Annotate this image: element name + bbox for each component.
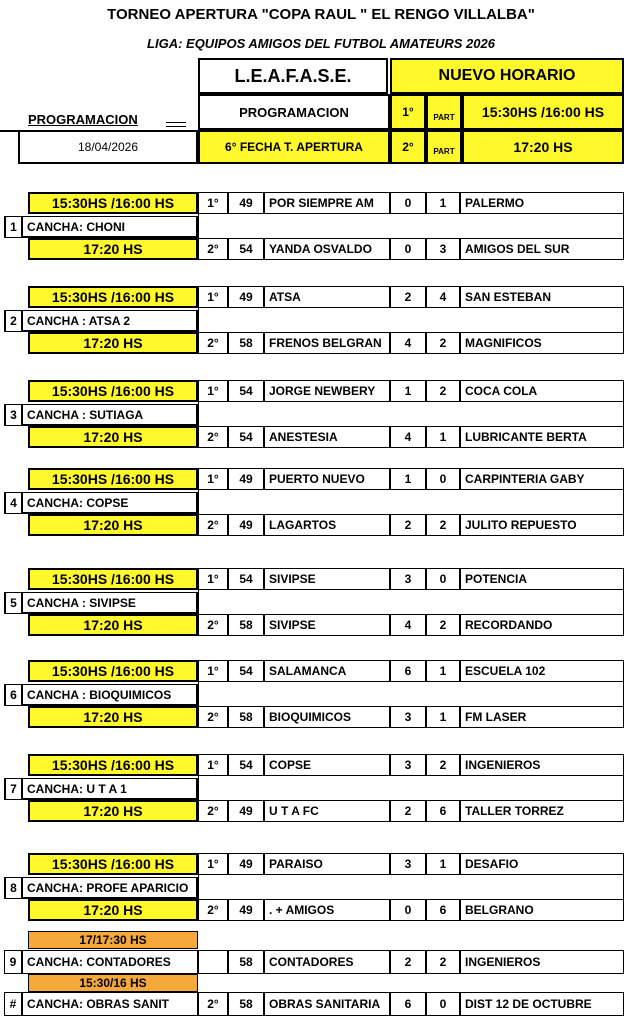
group-number: 7 xyxy=(4,778,22,800)
first-match-home-score: 0 xyxy=(390,192,426,214)
group-time-second: 17:20 HS xyxy=(28,332,198,354)
second-match-category: 49 xyxy=(228,514,264,536)
second-match-home-score: 2 xyxy=(390,800,426,822)
second-match-order: 2° xyxy=(198,706,228,728)
first-match-home-team: COPSE xyxy=(264,754,390,776)
first-match-away-score: 1 xyxy=(426,660,460,682)
first-match-home-team: SIVIPSE xyxy=(264,568,390,590)
first-match-away-score: 4 xyxy=(426,286,460,308)
extra-away-9: INGENIEROS xyxy=(460,950,624,974)
first-match-home-team: JORGE NEWBERY xyxy=(264,380,390,402)
first-match-order: 1° xyxy=(198,660,228,682)
group-number: 6 xyxy=(4,684,22,706)
cancha-name: CANCHA: PROFE APARICIO xyxy=(22,877,198,899)
second-match-category: 58 xyxy=(228,614,264,636)
group-time-second: 17:20 HS xyxy=(28,514,198,536)
first-match-order: 1° xyxy=(198,568,228,590)
group-time-first: 15:30HS /16:00 HS xyxy=(28,468,198,490)
first-match-category: 49 xyxy=(228,853,264,875)
second-match-away-score: 6 xyxy=(426,800,460,822)
second-match-home-team: BIOQUIMICOS xyxy=(264,706,390,728)
first-match-away-score: 0 xyxy=(426,468,460,490)
extra-cancha-last: CANCHA: OBRAS SANIT xyxy=(22,992,198,1016)
first-match-home-score: 2 xyxy=(390,286,426,308)
first-match-away-team: ESCUELA 102 xyxy=(460,660,624,682)
first-match-order: 1° xyxy=(198,754,228,776)
match-separator xyxy=(198,490,624,514)
group-time-second: 17:20 HS xyxy=(28,800,198,822)
second-match-category: 54 xyxy=(228,238,264,260)
second-match-away-score: 1 xyxy=(426,426,460,448)
extra-home-last: OBRAS SANITARIA xyxy=(264,992,390,1016)
first-match-home-score: 6 xyxy=(390,660,426,682)
tournament-title: TORNEO APERTURA "COPA RAUL " EL RENGO VILLALBA" xyxy=(107,6,535,23)
first-match-home-score: 1 xyxy=(390,468,426,490)
group-time-first: 15:30HS /16:00 HS xyxy=(28,660,198,682)
second-match-order: 2° xyxy=(198,514,228,536)
first-match-home-score: 3 xyxy=(390,853,426,875)
second-match-away-team: LUBRICANTE BERTA xyxy=(460,426,624,448)
first-match-order: 1° xyxy=(198,853,228,875)
extra-home-score-last: 6 xyxy=(390,992,426,1016)
first-match-away-team: PALERMO xyxy=(460,192,624,214)
second-match-away-score: 3 xyxy=(426,238,460,260)
second-match-order: 2° xyxy=(198,238,228,260)
first-match-home-team: POR SIEMPRE AM xyxy=(264,192,390,214)
first-match-category: 54 xyxy=(228,380,264,402)
match-separator xyxy=(198,875,624,899)
extra-home-9: CONTADORES xyxy=(264,950,390,974)
first-match-away-score: 1 xyxy=(426,192,460,214)
group-number: 4 xyxy=(4,492,22,514)
group-time-second: 17:20 HS xyxy=(28,899,198,921)
second-match-order: 2° xyxy=(198,800,228,822)
group-time-second: 17:20 HS xyxy=(28,426,198,448)
cancha-name: CANCHA : BIOQUIMICOS xyxy=(22,684,198,706)
second-match-home-score: 0 xyxy=(390,899,426,921)
first-match-home-score: 3 xyxy=(390,568,426,590)
group-time-first: 15:30HS /16:00 HS xyxy=(28,853,198,875)
second-match-home-score: 3 xyxy=(390,706,426,728)
first-match-category: 49 xyxy=(228,468,264,490)
second-match-away-team: BELGRANO xyxy=(460,899,624,921)
second-match-category: 58 xyxy=(228,706,264,728)
first-match-home-team: PUERTO NUEVO xyxy=(264,468,390,490)
group-time-first: 15:30HS /16:00 HS xyxy=(28,754,198,776)
header-second-ord: 2° xyxy=(390,130,426,164)
match-separator xyxy=(198,776,624,800)
programacion-center: PROGRAMACION xyxy=(198,94,390,130)
second-match-away-score: 2 xyxy=(426,332,460,354)
second-match-home-score: 0 xyxy=(390,238,426,260)
second-match-home-team: SIVIPSE xyxy=(264,614,390,636)
second-match-category: 54 xyxy=(228,426,264,448)
second-match-home-team: YANDA OSVALDO xyxy=(264,238,390,260)
program-date: 18/04/2026 xyxy=(18,130,198,164)
cancha-name: CANCHA: CHONI xyxy=(22,216,198,238)
first-match-order: 1° xyxy=(198,192,228,214)
extra-home-score-9: 2 xyxy=(390,950,426,974)
first-match-away-score: 2 xyxy=(426,754,460,776)
second-match-away-team: TALLER TORREZ xyxy=(460,800,624,822)
second-match-away-score: 2 xyxy=(426,614,460,636)
second-match-away-score: 1 xyxy=(426,706,460,728)
cancha-name: CANCHA: U T A 1 xyxy=(22,778,198,800)
extra-order-9 xyxy=(198,950,228,974)
second-match-home-score: 4 xyxy=(390,426,426,448)
extra-number-last: # xyxy=(4,992,22,1016)
extra-away-score-last: 0 xyxy=(426,992,460,1016)
league-subtitle: LIGA: EQUIPOS AMIGOS DEL FUTBOL AMATEURS 2026 xyxy=(147,36,495,51)
second-match-order: 2° xyxy=(198,332,228,354)
group-time-second: 17:20 HS xyxy=(28,238,198,260)
first-match-category: 49 xyxy=(228,192,264,214)
group-number: 2 xyxy=(4,310,22,332)
org-name: L.E.A.F.A.S.E. xyxy=(198,58,388,94)
second-match-home-score: 2 xyxy=(390,514,426,536)
first-match-away-score: 0 xyxy=(426,568,460,590)
extra-away-score-9: 2 xyxy=(426,950,460,974)
header-first-time: 15:30HS /16:00 HS xyxy=(462,94,624,130)
extra-number-9: 9 xyxy=(4,950,22,974)
programacion-label: PROGRAMACION xyxy=(28,111,138,127)
first-match-away-team: COCA COLA xyxy=(460,380,624,402)
first-match-category: 54 xyxy=(228,660,264,682)
extra-time-9: 17/17:30 HS xyxy=(28,931,198,949)
extra-order-last: 2° xyxy=(198,992,228,1016)
second-match-category: 49 xyxy=(228,800,264,822)
second-match-order: 2° xyxy=(198,614,228,636)
second-match-home-score: 4 xyxy=(390,332,426,354)
match-separator xyxy=(198,590,624,614)
extra-time-last: 15:30/16 HS xyxy=(28,974,198,992)
group-time-first: 15:30HS /16:00 HS xyxy=(28,192,198,214)
second-match-away-score: 6 xyxy=(426,899,460,921)
header-second-time: 17:20 HS xyxy=(462,130,624,164)
extra-category-9: 58 xyxy=(228,950,264,974)
first-match-home-team: PARAISO xyxy=(264,853,390,875)
cancha-name: CANCHA : ATSA 2 xyxy=(22,310,198,332)
first-match-order: 1° xyxy=(198,468,228,490)
first-match-away-score: 2 xyxy=(426,380,460,402)
second-match-home-team: FRENOS BELGRAN xyxy=(264,332,390,354)
second-match-category: 49 xyxy=(228,899,264,921)
second-match-home-team: U T A FC xyxy=(264,800,390,822)
group-number: 1 xyxy=(4,216,22,238)
nuevo-horario-label: NUEVO HORARIO xyxy=(390,58,624,94)
first-match-order: 1° xyxy=(198,380,228,402)
second-match-home-team: LAGARTOS xyxy=(264,514,390,536)
first-match-away-team: POTENCIA xyxy=(460,568,624,590)
first-match-away-team: INGENIEROS xyxy=(460,754,624,776)
second-match-order: 2° xyxy=(198,899,228,921)
first-match-home-team: SALAMANCA xyxy=(264,660,390,682)
header-first-part: PART xyxy=(426,94,462,130)
first-match-away-team: CARPINTERIA GABY xyxy=(460,468,624,490)
second-match-away-team: FM LASER xyxy=(460,706,624,728)
first-match-home-score: 1 xyxy=(390,380,426,402)
extra-away-last: DIST 12 DE OCTUBRE xyxy=(460,992,624,1016)
second-match-category: 58 xyxy=(228,332,264,354)
second-match-away-team: MAGNIFICOS xyxy=(460,332,624,354)
group-number: 8 xyxy=(4,877,22,899)
cancha-name: CANCHA : SIVIPSE xyxy=(22,592,198,614)
group-time-first: 15:30HS /16:00 HS xyxy=(28,568,198,590)
second-match-away-score: 2 xyxy=(426,514,460,536)
first-match-category: 54 xyxy=(228,568,264,590)
fecha-label: 6° FECHA T. APERTURA xyxy=(198,130,390,164)
group-time-first: 15:30HS /16:00 HS xyxy=(28,286,198,308)
first-match-category: 49 xyxy=(228,286,264,308)
first-match-category: 54 xyxy=(228,754,264,776)
match-separator xyxy=(198,402,624,426)
first-match-away-team: DESAFIO xyxy=(460,853,624,875)
first-match-away-score: 1 xyxy=(426,853,460,875)
first-match-home-score: 3 xyxy=(390,754,426,776)
match-separator xyxy=(198,214,624,238)
first-match-home-team: ATSA xyxy=(264,286,390,308)
group-number: 3 xyxy=(4,404,22,426)
first-match-order: 1° xyxy=(198,286,228,308)
match-separator xyxy=(198,682,624,706)
group-time-first: 15:30HS /16:00 HS xyxy=(28,380,198,402)
group-number: 5 xyxy=(4,592,22,614)
second-match-order: 2° xyxy=(198,426,228,448)
match-separator xyxy=(198,308,624,332)
first-match-away-team: SAN ESTEBAN xyxy=(460,286,624,308)
second-match-away-team: RECORDANDO xyxy=(460,614,624,636)
cancha-name: CANCHA : SUTIAGA xyxy=(22,404,198,426)
second-match-away-team: JULITO REPUESTO xyxy=(460,514,624,536)
header-second-part: PART xyxy=(426,130,462,164)
group-time-second: 17:20 HS xyxy=(28,706,198,728)
cancha-name: CANCHA: COPSE xyxy=(22,492,198,514)
second-match-home-team: . + AMIGOS xyxy=(264,899,390,921)
extra-category-last: 58 xyxy=(228,992,264,1016)
header-first-ord: 1° xyxy=(390,94,426,130)
second-match-home-score: 4 xyxy=(390,614,426,636)
group-time-second: 17:20 HS xyxy=(28,614,198,636)
second-match-home-team: ANESTESIA xyxy=(264,426,390,448)
extra-cancha-9: CANCHA: CONTADORES xyxy=(22,950,198,974)
second-match-away-team: AMIGOS DEL SUR xyxy=(460,238,624,260)
